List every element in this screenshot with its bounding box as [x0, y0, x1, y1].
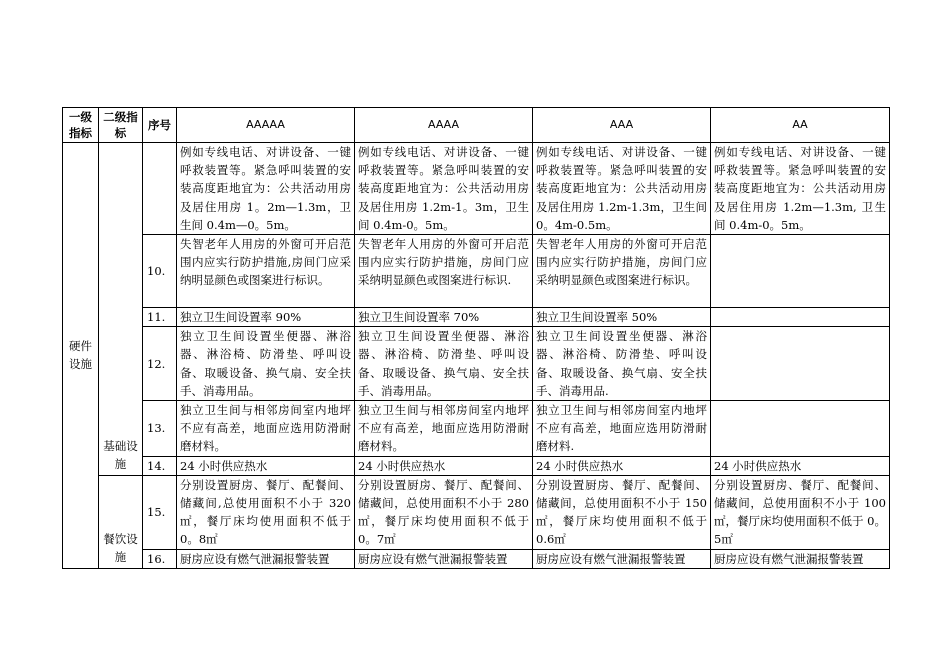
table-cell: 24 小时供应热水 — [533, 456, 711, 475]
table-cell: 厨房应设有燃气泄漏报警装置 — [355, 549, 533, 568]
table-cell: 分别设置厨房、餐厅、配餐间、储藏间,总使用面积不小于 320㎡，餐厅床均使用面积不低于 0。8㎡ — [177, 475, 355, 549]
table-row — [63, 475, 890, 549]
table-cell: 分别设置厨房、餐厅、配餐间、储藏间，总使用面积不小于 280㎡，餐厅床均使用面积不低于 0。7㎡ — [355, 475, 533, 549]
row-number: 10. — [143, 235, 177, 308]
table-cell: 分别设置厨房、餐厅、配餐间、储藏间，总使用面积不小于 100㎡，餐厅床均使用面积不低于 0。5㎡ — [711, 475, 890, 549]
table-row — [63, 327, 890, 401]
table-cell: 例如专线电话、对讲设备、一键呼救装置等。紧急呼叫装置的安装高度距地宜为：公共活动用房及居住用房 1.2m-1.3m，卫生间 0。4m-0.5m。 — [533, 143, 711, 235]
table-cell: 24 小时供应热水 — [711, 456, 890, 475]
header-level1: 一级指标 — [63, 108, 99, 143]
table-cell: 独立卫生间设置率 90% — [177, 308, 355, 327]
table-cell: 独立卫生间与相邻房间室内地坪不应有高差，地面应选用防滑耐磨材料。 — [177, 401, 355, 457]
row-number: 16. — [143, 549, 177, 568]
table-cell: 例如专线电话、对讲设备、一键呼救装置等。紧急呼叫装置的安装高度距地宜为：公共活动用房及居住用房 1.2m-1。3m，卫生间 0.4m-0。5m。 — [355, 143, 533, 235]
category-dining: 餐饮设施 — [99, 475, 143, 568]
table-cell — [711, 235, 890, 308]
row-number: 12. — [143, 327, 177, 401]
table-cell: 失智老年人用房的外窗可开启范围内应实行防护措施，房间门应采纳明显颜色或图案进行标识. — [355, 235, 533, 308]
header-grade-aaaa: AAAA — [355, 108, 533, 143]
table-cell: 失智老年人用房的外窗可开启范围内应实行防护措施，房间门应采纳明显颜色或图案进行标识。 — [533, 235, 711, 308]
table-cell — [711, 308, 890, 327]
table-cell: 独立卫生间与相邻房间室内地坪不应有高差，地面应选用防滑耐磨材料. — [533, 401, 711, 457]
row-number: 15. — [143, 475, 177, 549]
table-cell: 独立卫生间与相邻房间室内地坪不应有高差，地面应选用防滑耐磨材料。 — [355, 401, 533, 457]
header-row — [63, 108, 890, 143]
table-cell: 独立卫生间设置率 50% — [533, 308, 711, 327]
table-cell: 例如专线电话、对讲设备、一键呼救装置等。紧急呼叫装置的安装高度距地宜为：公共活动用房及居住用房 1.2m—1.3m, 卫生间 0.4m-0。5m。 — [711, 143, 890, 235]
table-row — [63, 235, 890, 308]
row-number: 13. — [143, 401, 177, 457]
table-row — [63, 549, 890, 568]
table-cell: 厨房应设有燃气泄漏报警装置 — [533, 549, 711, 568]
row-number — [143, 143, 177, 235]
table-cell: 分别设置厨房、餐厅、配餐间、储藏间，总使用面积不小于 150㎡，餐厅床均使用面积不低于 0.6㎡ — [533, 475, 711, 549]
table-cell: 独立卫生间设置率 70% — [355, 308, 533, 327]
table-row — [63, 401, 890, 457]
table-cell: 24 小时供应热水 — [177, 456, 355, 475]
table-cell: 独立卫生间设置坐便器、淋浴器、淋浴椅、防滑垫、呼叫设备、取暖设备、换气扇、安全扶手、消毒用品。 — [177, 327, 355, 401]
table-cell: 失智老年人用房的外窗可开启范围内应实行防护措施,房间门应采纳明显颜色或图案进行标识。 — [177, 235, 355, 308]
table-row — [63, 143, 890, 235]
table-cell — [711, 327, 890, 401]
category-hardware: 硬件设施 — [63, 143, 99, 569]
table-cell: 独立卫生间设置坐便器、淋浴器、淋浴椅、防滑垫、呼叫设备、取暖设备、换气扇、安全扶手、消毒用品. — [533, 327, 711, 401]
row-number: 14. — [143, 456, 177, 475]
table-cell: 厨房应设有燃气泄漏报警装置 — [177, 549, 355, 568]
table-row — [63, 308, 890, 327]
standards-table — [62, 107, 890, 569]
table-cell: 厨房应设有燃气泄漏报警装置 — [711, 549, 890, 568]
row-number: 11. — [143, 308, 177, 327]
table-cell — [711, 401, 890, 457]
header-seq: 序号 — [143, 108, 177, 143]
header-grade-aaa: AAA — [533, 108, 711, 143]
category-basic: 基础设施 — [99, 143, 143, 476]
header-grade-aa: AA — [711, 108, 890, 143]
header-grade-aaaaa: AAAAA — [177, 108, 355, 143]
header-level2: 二级指标 — [99, 108, 143, 143]
table-cell: 例如专线电话、对讲设备、一键呼救装置等。紧急呼叫装置的安装高度距地宜为：公共活动用房及居住用房 1。2m—1.3m，卫生间 0.4m—0。5m。 — [177, 143, 355, 235]
table-row — [63, 456, 890, 475]
table-cell: 24 小时供应热水 — [355, 456, 533, 475]
table-cell: 独立卫生间设置坐便器、淋浴器、淋浴椅、防滑垫、呼叫设备、取暖设备、换气扇、安全扶手、消毒用品。 — [355, 327, 533, 401]
